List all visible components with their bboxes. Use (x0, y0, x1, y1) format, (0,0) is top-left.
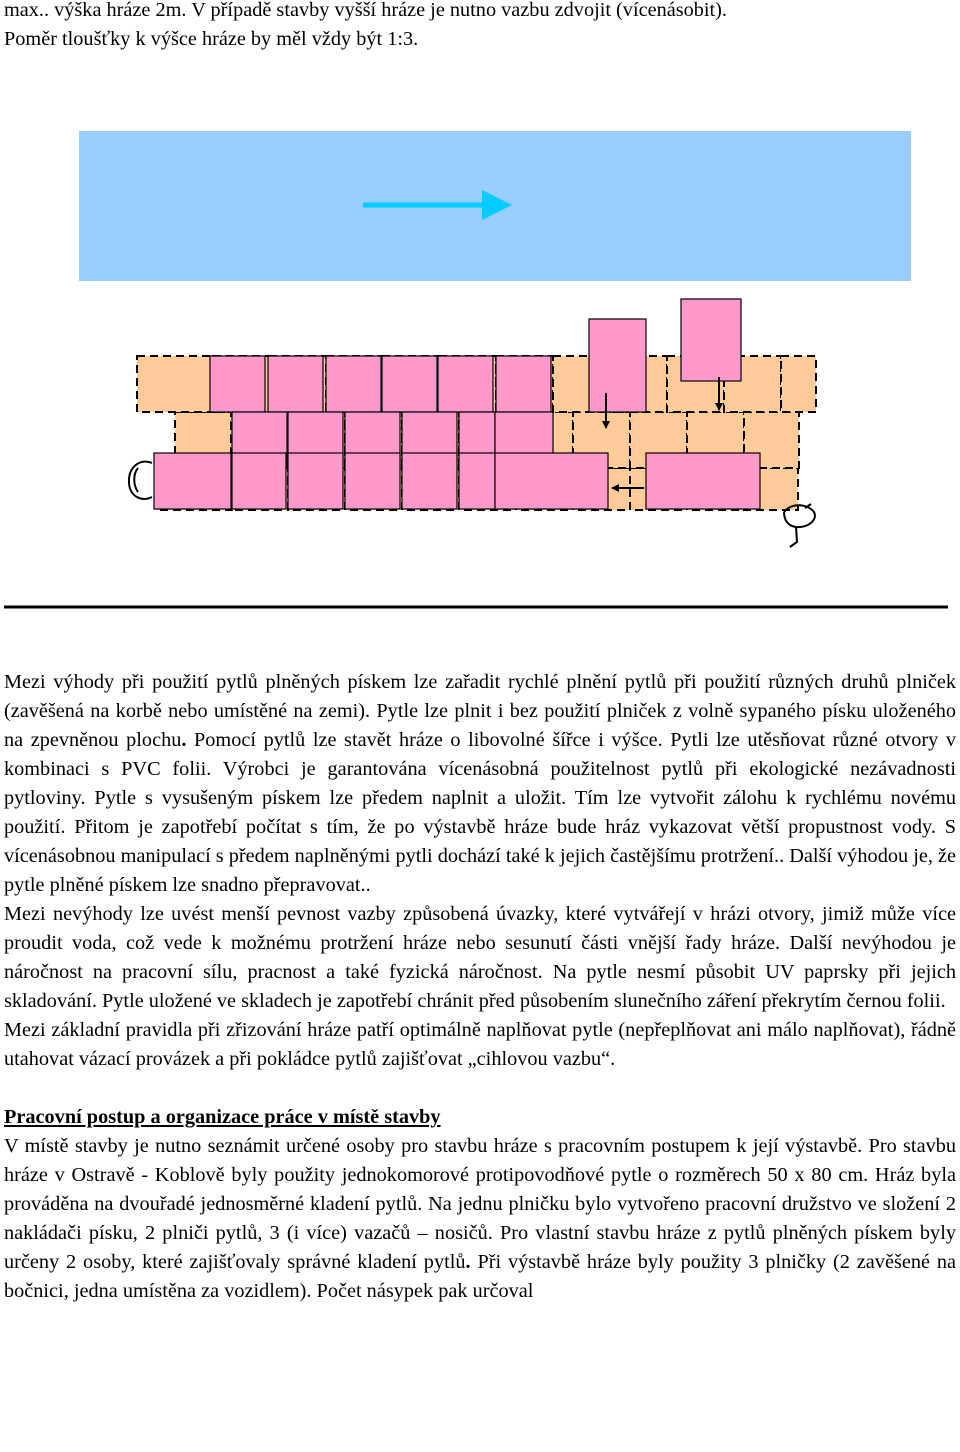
proc-sentence-1: V místě stavby je nutno seznámit určené osoby pro stavbu hráze s pracovním postupem k její výstavbě. (4, 1135, 869, 1157)
pink-bag (345, 453, 400, 509)
intro-ratio: Poměr tloušťky k výšce hráze by měl vždy být 1:3. (4, 28, 419, 50)
main-text (4, 668, 956, 1306)
proc-sentence-2: Pro stavbu hráze v Ostravě - Koblově byly použity jednokomorové protipovodňové pytle o rozměrech 50 x 80 cm. (4, 1135, 956, 1186)
adv-sentence-10: S vícenásobnou manipulací s předem naplněnými pytli dochází také k jejich častějšímu protržení.. (4, 816, 957, 867)
proc-sentence-7: . (465, 1251, 478, 1273)
pink-bag (438, 356, 493, 412)
sandbag-dam-diagram (0, 120, 960, 620)
proc-sentence-6: které zajišťovaly správné kladení pytlů (142, 1251, 466, 1273)
pink-bag (232, 453, 286, 509)
adv-sentence-8: Tím lze vytvořit zálohu k rychlému novému použití. (4, 787, 956, 838)
intro-double-bond: V případě stavby vyšší hráze je nutno vazbu zdvojit (vícenásobit). (191, 0, 727, 21)
adv-sentence-7: Pytle s vysušeným pískem lze předem naplnit a uložit. (94, 787, 575, 809)
pink-bag (402, 453, 457, 509)
proc-sentence-3: Hráz byla prováděna na dvouřadé jednosměrné kladení pytlů. (4, 1164, 956, 1215)
advantages-paragraph (4, 668, 956, 900)
intro-paragraph (4, 0, 956, 54)
proc-sentence-4: Na jednu plničku bylo vytvořeno pracovní družstvo ve složení 2 nakládači písku, 2 plniči pytlů, 3 (i více) vazačů – nosičů. (4, 1193, 956, 1244)
hand-left-sketch (129, 462, 152, 499)
disadv-sentence-4: Pytle uložené ve skladech je zapotřebí chránit před působením slunečního záření překrytím černou folii. (102, 990, 946, 1012)
sand-top-bag (781, 356, 816, 412)
pink-bag (459, 453, 495, 509)
proc-sentence-5: Pro vlastní stavbu hráze z pytlů plněných pískem byly určeny 2 osoby, (4, 1222, 956, 1273)
adv-sentence-11: Další výhodou je, že pytle plněné pískem lze snadno přepravovat.. (4, 845, 956, 896)
sand-top-bag (137, 356, 213, 412)
adv-sentence-5: Pytli lze utěsňovat různé otvory v kombinaci s PVC folii. (4, 729, 956, 780)
falling-bag-1 (589, 319, 646, 412)
pink-bag (210, 356, 265, 412)
disadv-sentence-1: Mezi nevýhody lze uvést menší pevnost vazby způsobená úvazky, které vytvářejí v hrázi otvory, jimiž může více proudit voda, což vede k možnému protržení hráze nebo sesunutí části vnější řady hráze. (4, 903, 956, 954)
pink-bag (326, 356, 381, 412)
disadv-sentence-2: Další nevýhodou je náročnost na pracovní sílu, pracnost a také fyzická náročnost. (4, 932, 957, 983)
blank-line (4, 1074, 956, 1103)
procedure-heading: Pracovní postup a organizace práce v místě stavby (4, 1106, 441, 1128)
pink-bag (382, 356, 437, 412)
disadvantages-paragraph (4, 900, 956, 1016)
rules-paragraph: Mezi základní pravidla při zřizování hráze patří optimálně naplňovat pytle (nepřeplňovat ani málo naplňovat), řádně utahovat vázací provázek a při pokládce pytlů zajišťovat „cihlovou vazbu“. (4, 1019, 956, 1070)
proc-sentence-8: Při výstavbě hráze byly použity 3 plničky (2 zavěšené na bočnici, jedna umístěna za vozidlem). Počet násypek pak určoval (4, 1251, 956, 1302)
pink-bag (646, 453, 760, 509)
pink-bag (154, 453, 231, 509)
adv-sentence-1: Mezi výhody při použití pytlů plněných pískem lze zařadit rychlé plnění pytlů při použití různých druhů plniček (zavěšená na korbě nebo umístěné na zemi). (4, 671, 956, 722)
adv-sentence-4: Pomocí pytlů lze stavět hráze o libovolné šířce i výšce. (194, 729, 671, 751)
adv-sentence-2: Pytle lze plnit i bez použití plniček z volně sypaného písku uloženého na zpevněnou plochu (4, 700, 956, 751)
pink-bag (495, 453, 608, 509)
falling-bag-2 (681, 299, 741, 381)
adv-sentence-9: Přitom je zapotřebí počítat s tím, že po výstavbě hráze bude hráz vykazovat větší propustnost vody. (74, 816, 945, 838)
pink-bag (288, 453, 343, 509)
pink-bag (268, 356, 323, 412)
procedure-paragraph (4, 1132, 956, 1306)
pink-bag (496, 356, 551, 412)
intro-max-height: max.. výška hráze 2m. (4, 0, 192, 21)
adv-sentence-6: Výrobci je garantována vícenásobná použitelnost pytlů při ekologické nezávadnosti pytloviny. (4, 758, 956, 809)
disadv-sentence-3: Na pytle nesmí působit UV paprsky při jejich skladování. (4, 961, 957, 1012)
adv-sentence-3: . (181, 729, 195, 751)
